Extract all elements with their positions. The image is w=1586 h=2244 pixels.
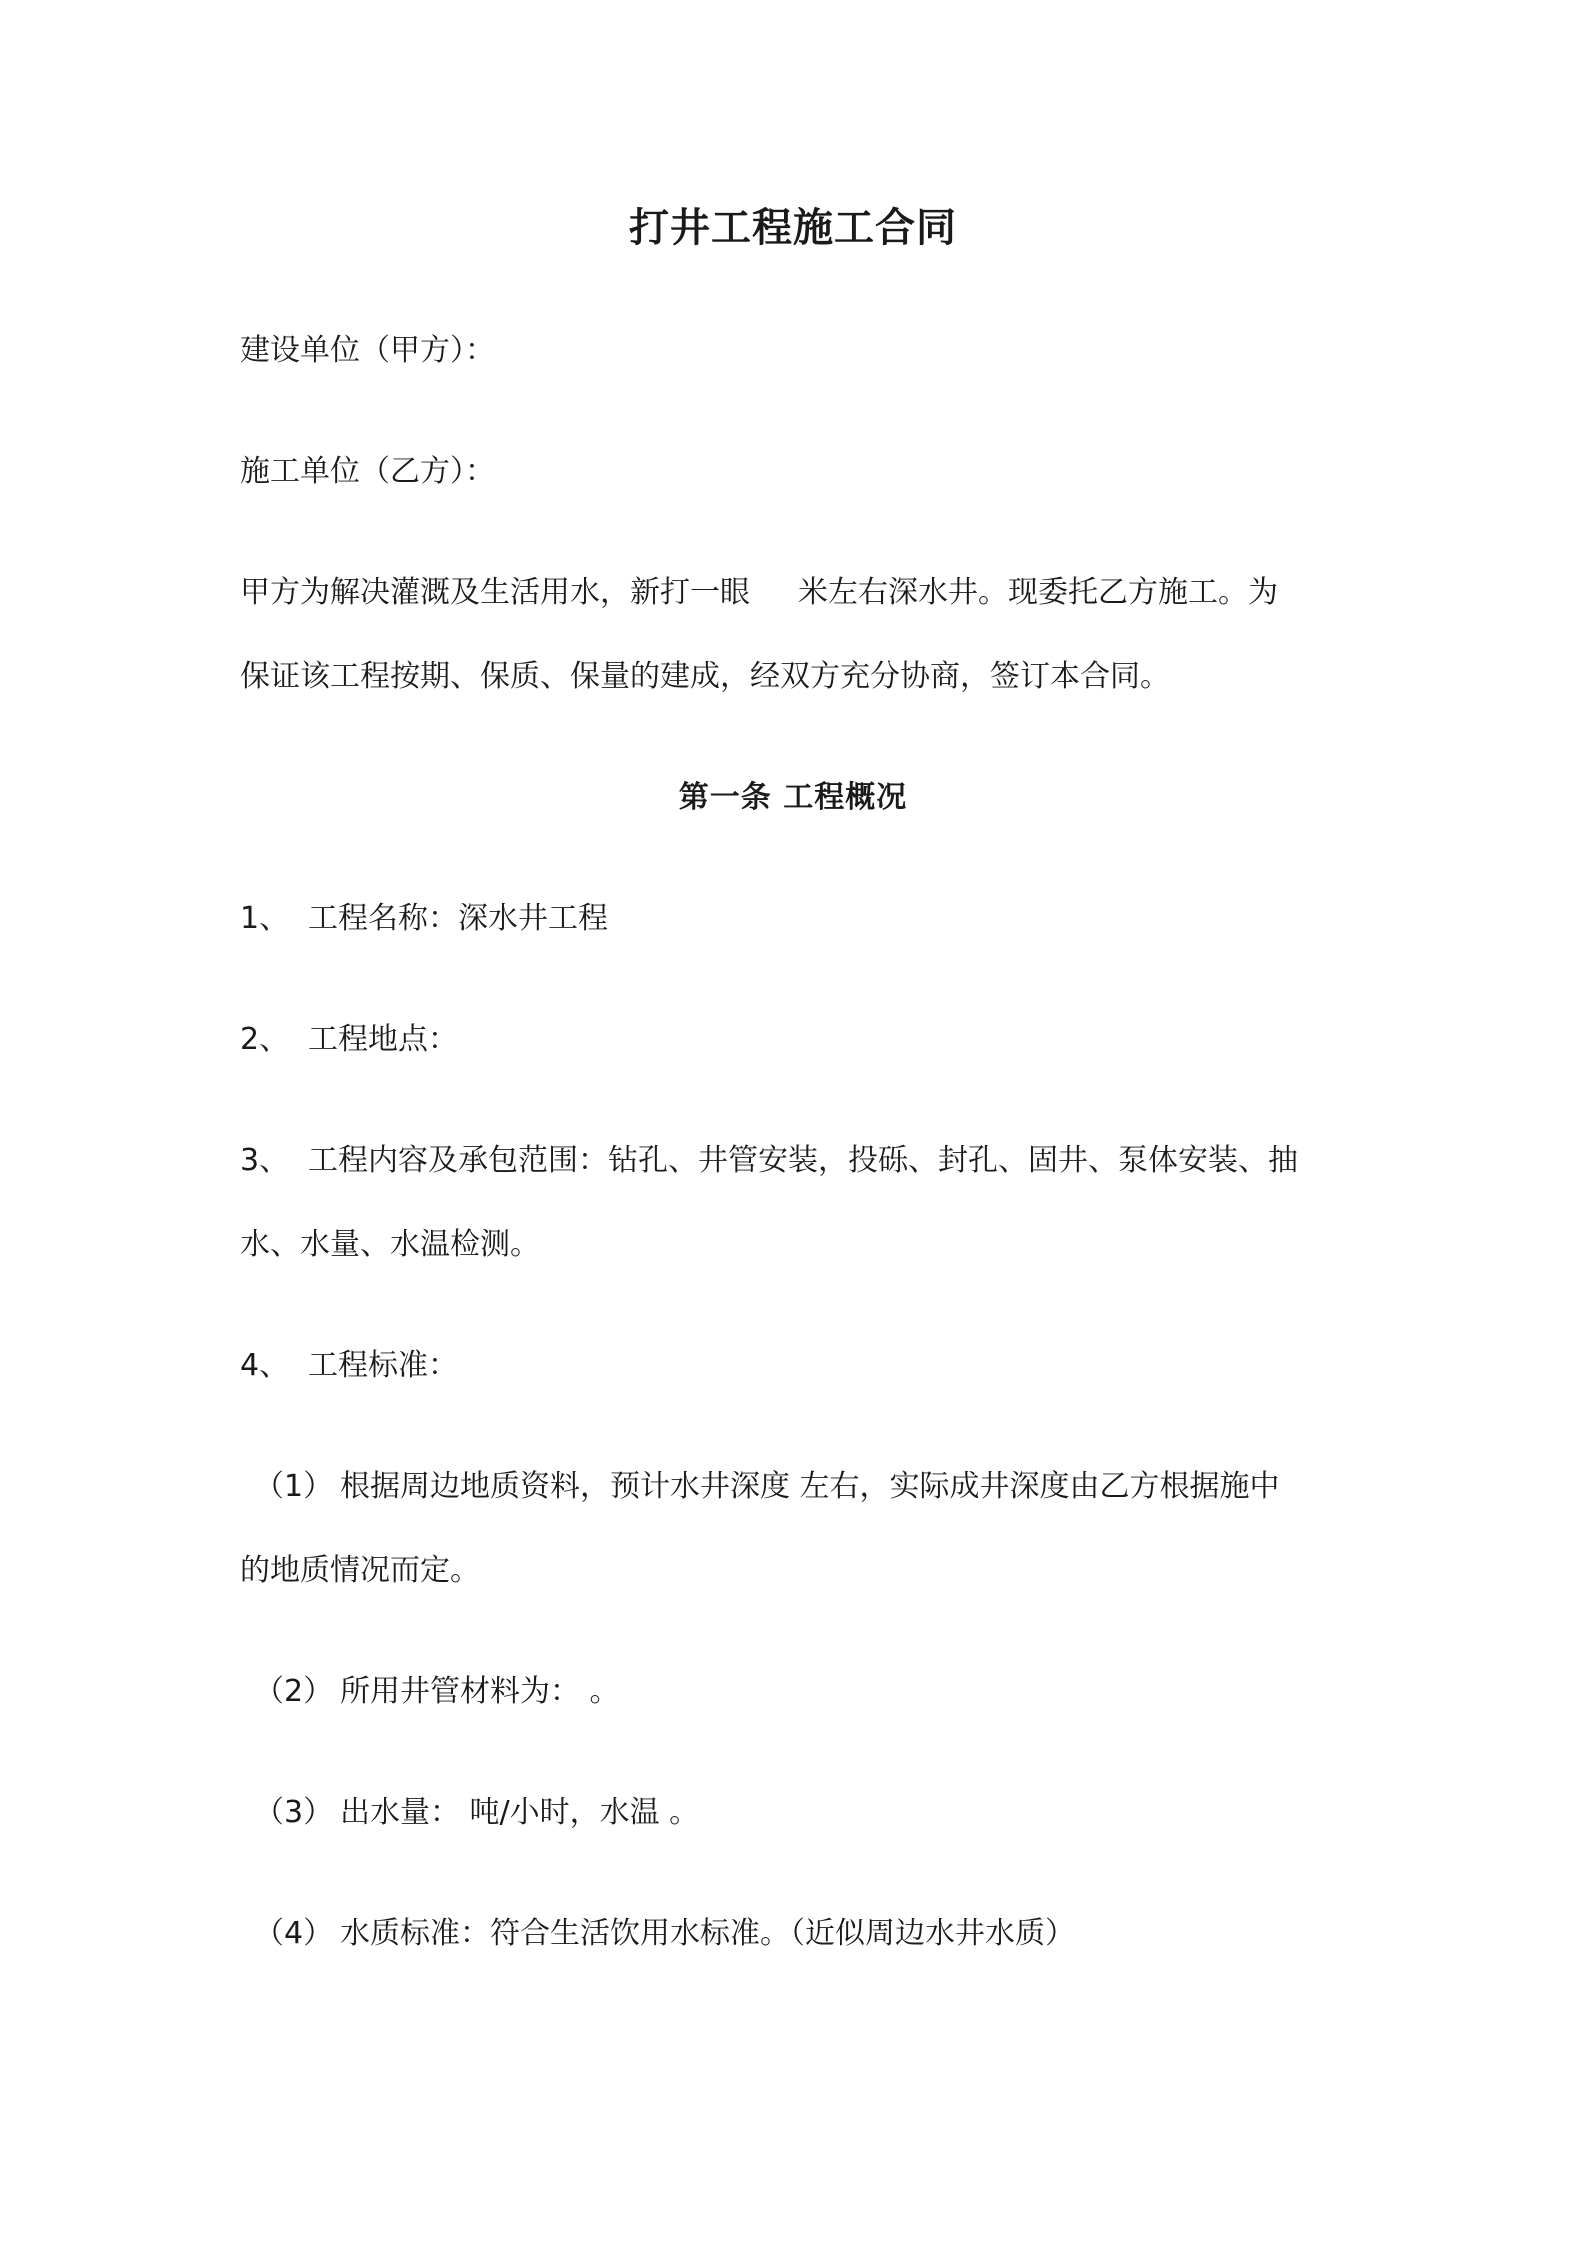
item-3 — [240, 1140, 1360, 1182]
sub-item-3 — [240, 1792, 1360, 1834]
item-4-number: 4、 — [240, 1348, 290, 1383]
item-3-continuation: 水、水量、水温检测。 — [240, 1227, 540, 1262]
intro-line-1-part-2: 米左右深水井。现委托乙方施工。为 — [798, 575, 1278, 610]
sub-item-2-text: 所用井管材料为： 。 — [340, 1674, 620, 1709]
item-4-text: 工程标准： — [308, 1348, 458, 1383]
intro-line-1 — [240, 572, 1360, 614]
sub-item-1 — [240, 1466, 1360, 1508]
item-2-number: 2、 — [240, 1022, 290, 1057]
item-1 — [240, 898, 1360, 940]
sub-item-3-text: 出水量： 吨/小时，水温 。 — [340, 1795, 700, 1830]
section-1-heading: 第一条 工程概况 — [678, 780, 908, 815]
sub-item-4 — [240, 1913, 1360, 1955]
sub-item-2 — [240, 1671, 1360, 1713]
sub-item-4-text: 水质标准：符合生活饮用水标准。（近似周边水井水质） — [340, 1916, 1075, 1951]
item-2 — [240, 1019, 1360, 1061]
sub-item-1-continuation: 的地质情况而定。 — [240, 1553, 480, 1588]
item-3-number: 3、 — [240, 1143, 290, 1178]
intro-line-1-part-1: 甲方为解决灌溉及生活用水，新打一眼 — [240, 575, 750, 610]
party-a-label: 建设单位（甲方）： — [240, 333, 495, 368]
intro-line-2: 保证该工程按期、保质、保量的建成，经双方充分协商，签订本合同。 — [240, 659, 1170, 694]
sub-item-2-number: （2） — [254, 1674, 334, 1709]
sub-item-1-number: （1） — [254, 1469, 334, 1504]
document-title: 打井工程施工合同 — [629, 205, 957, 251]
sub-item-3-number: （3） — [254, 1795, 334, 1830]
item-4 — [240, 1345, 1360, 1387]
item-3-text: 工程内容及承包范围：钻孔、井管安装，投砾、封孔、固井、泵体安装、抽 — [308, 1143, 1298, 1178]
item-1-number: 1、 — [240, 901, 290, 936]
item-2-text: 工程地点： — [308, 1022, 458, 1057]
item-1-text: 工程名称：深水井工程 — [308, 901, 608, 936]
sub-item-1-text: 根据周边地质资料，预计水井深度 左右，实际成井深度由乙方根据施中 — [340, 1469, 1280, 1504]
sub-item-4-number: （4） — [254, 1916, 334, 1951]
party-b-label: 施工单位（乙方）： — [240, 454, 495, 489]
